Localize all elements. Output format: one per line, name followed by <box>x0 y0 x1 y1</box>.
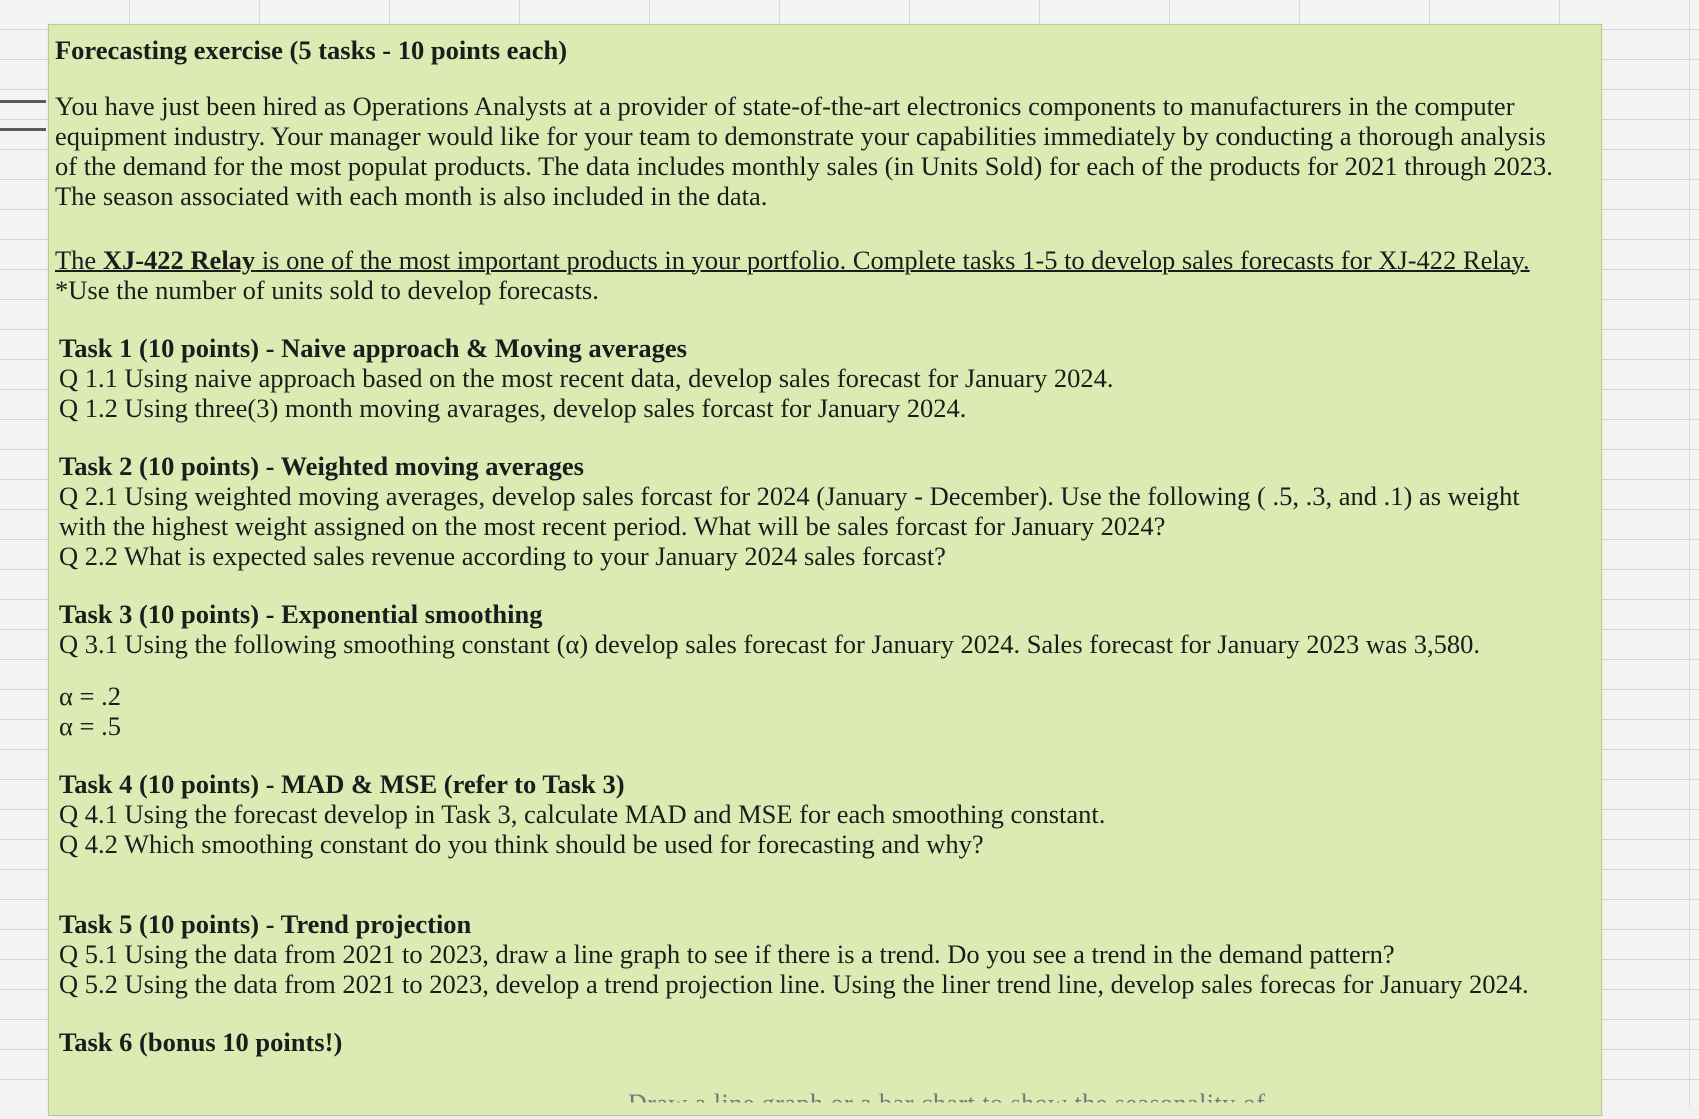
question: Q 4.1 Using the forecast develop in Task 3, calculate MAD and MSE for each smoothing constant. <box>59 799 1106 829</box>
question: Q 1.2 Using three(3) month moving avarages, develop sales forcast for January 2024. <box>59 393 967 423</box>
task-2 <box>59 451 1590 571</box>
question: Q 3.1 Using the following smoothing constant (α) develop sales forecast for January 2024. Sales forecast for January 2023 was 3,580. <box>59 629 1481 659</box>
question: Q 2.2 What is expected sales revenue according to your January 2024 sales forcast? <box>59 541 946 571</box>
row-divider-mark <box>0 128 46 131</box>
task-1 <box>59 333 1590 423</box>
product-name: XJ-422 Relay <box>102 245 256 275</box>
product-focus <box>55 245 1590 305</box>
focus-prefix: The <box>55 245 103 275</box>
task-heading: Task 1 (10 points) - Naive approach & Moving averages <box>59 333 687 363</box>
task-heading: Task 5 (10 points) - Trend projection <box>59 909 472 939</box>
question: Q 5.1 Using the data from 2021 to 2023, draw a line graph to see if there is a trend. Do you see a trend in the demand pattern? <box>59 939 1395 969</box>
intro-line: of the demand for the most populat products. The data includes monthly sales (in Units Sold) for each of the products for 2021 through 2023. <box>55 151 1553 181</box>
row-divider-mark <box>0 100 46 103</box>
exercise-content <box>55 33 1590 1057</box>
question: Q 1.1 Using naive approach based on the most recent data, develop sales forecast for January 2024. <box>59 363 1114 393</box>
exercise-title: Forecasting exercise (5 tasks - 10 points each) <box>55 35 568 65</box>
alpha-value: α = .5 <box>59 711 121 741</box>
exercise-textbox[interactable] <box>48 24 1602 1116</box>
task-6 <box>59 1027 1590 1057</box>
question: Q 4.2 Which smoothing constant do you think should be used for forecasting and why? <box>59 829 984 859</box>
alpha-value: α = .2 <box>59 681 121 711</box>
intro-line: equipment industry. Your manager would like for your team to demonstrate your capabilities immediately by conducting a thorough analysis <box>55 121 1546 151</box>
focus-note: *Use the number of units sold to develop forecasts. <box>55 275 599 305</box>
task-heading: Task 4 (10 points) - MAD & MSE (refer to Task 3) <box>59 769 625 799</box>
task-heading: Task 6 (bonus 10 points!) <box>59 1027 343 1057</box>
task-5 <box>59 909 1590 999</box>
question: with the highest weight assigned on the most recent period. What will be sales forcast for January 2024? <box>59 511 1166 541</box>
task-heading: Task 3 (10 points) - Exponential smoothing <box>59 599 543 629</box>
product-focus-line <box>55 245 1590 275</box>
focus-rest: is one of the most important products in your portfolio. Complete tasks 1-5 to develop sales forecasts for XJ-422 Relay. <box>255 245 1530 275</box>
question: Q 2.1 Using weighted moving averages, develop sales forcast for 2024 (January - December). Use the following ( .5, .3, and .1) as weight <box>59 481 1520 511</box>
smoothing-constants <box>59 681 1590 741</box>
intro-paragraph <box>55 91 1590 211</box>
task-4 <box>59 769 1590 859</box>
question: Q 5.2 Using the data from 2021 to 2023, develop a trend projection line. Using the liner trend line, develop sales forecas for January 2024. <box>59 969 1529 999</box>
task-3 <box>59 599 1590 659</box>
intro-line: The season associated with each month is also included in the data. <box>55 181 768 211</box>
intro-line: You have just been hired as Operations Analysts at a provider of state-of-the-art electronics components to manufacturers in the computer <box>55 91 1515 121</box>
task-heading: Task 2 (10 points) - Weighted moving averages <box>59 451 584 481</box>
